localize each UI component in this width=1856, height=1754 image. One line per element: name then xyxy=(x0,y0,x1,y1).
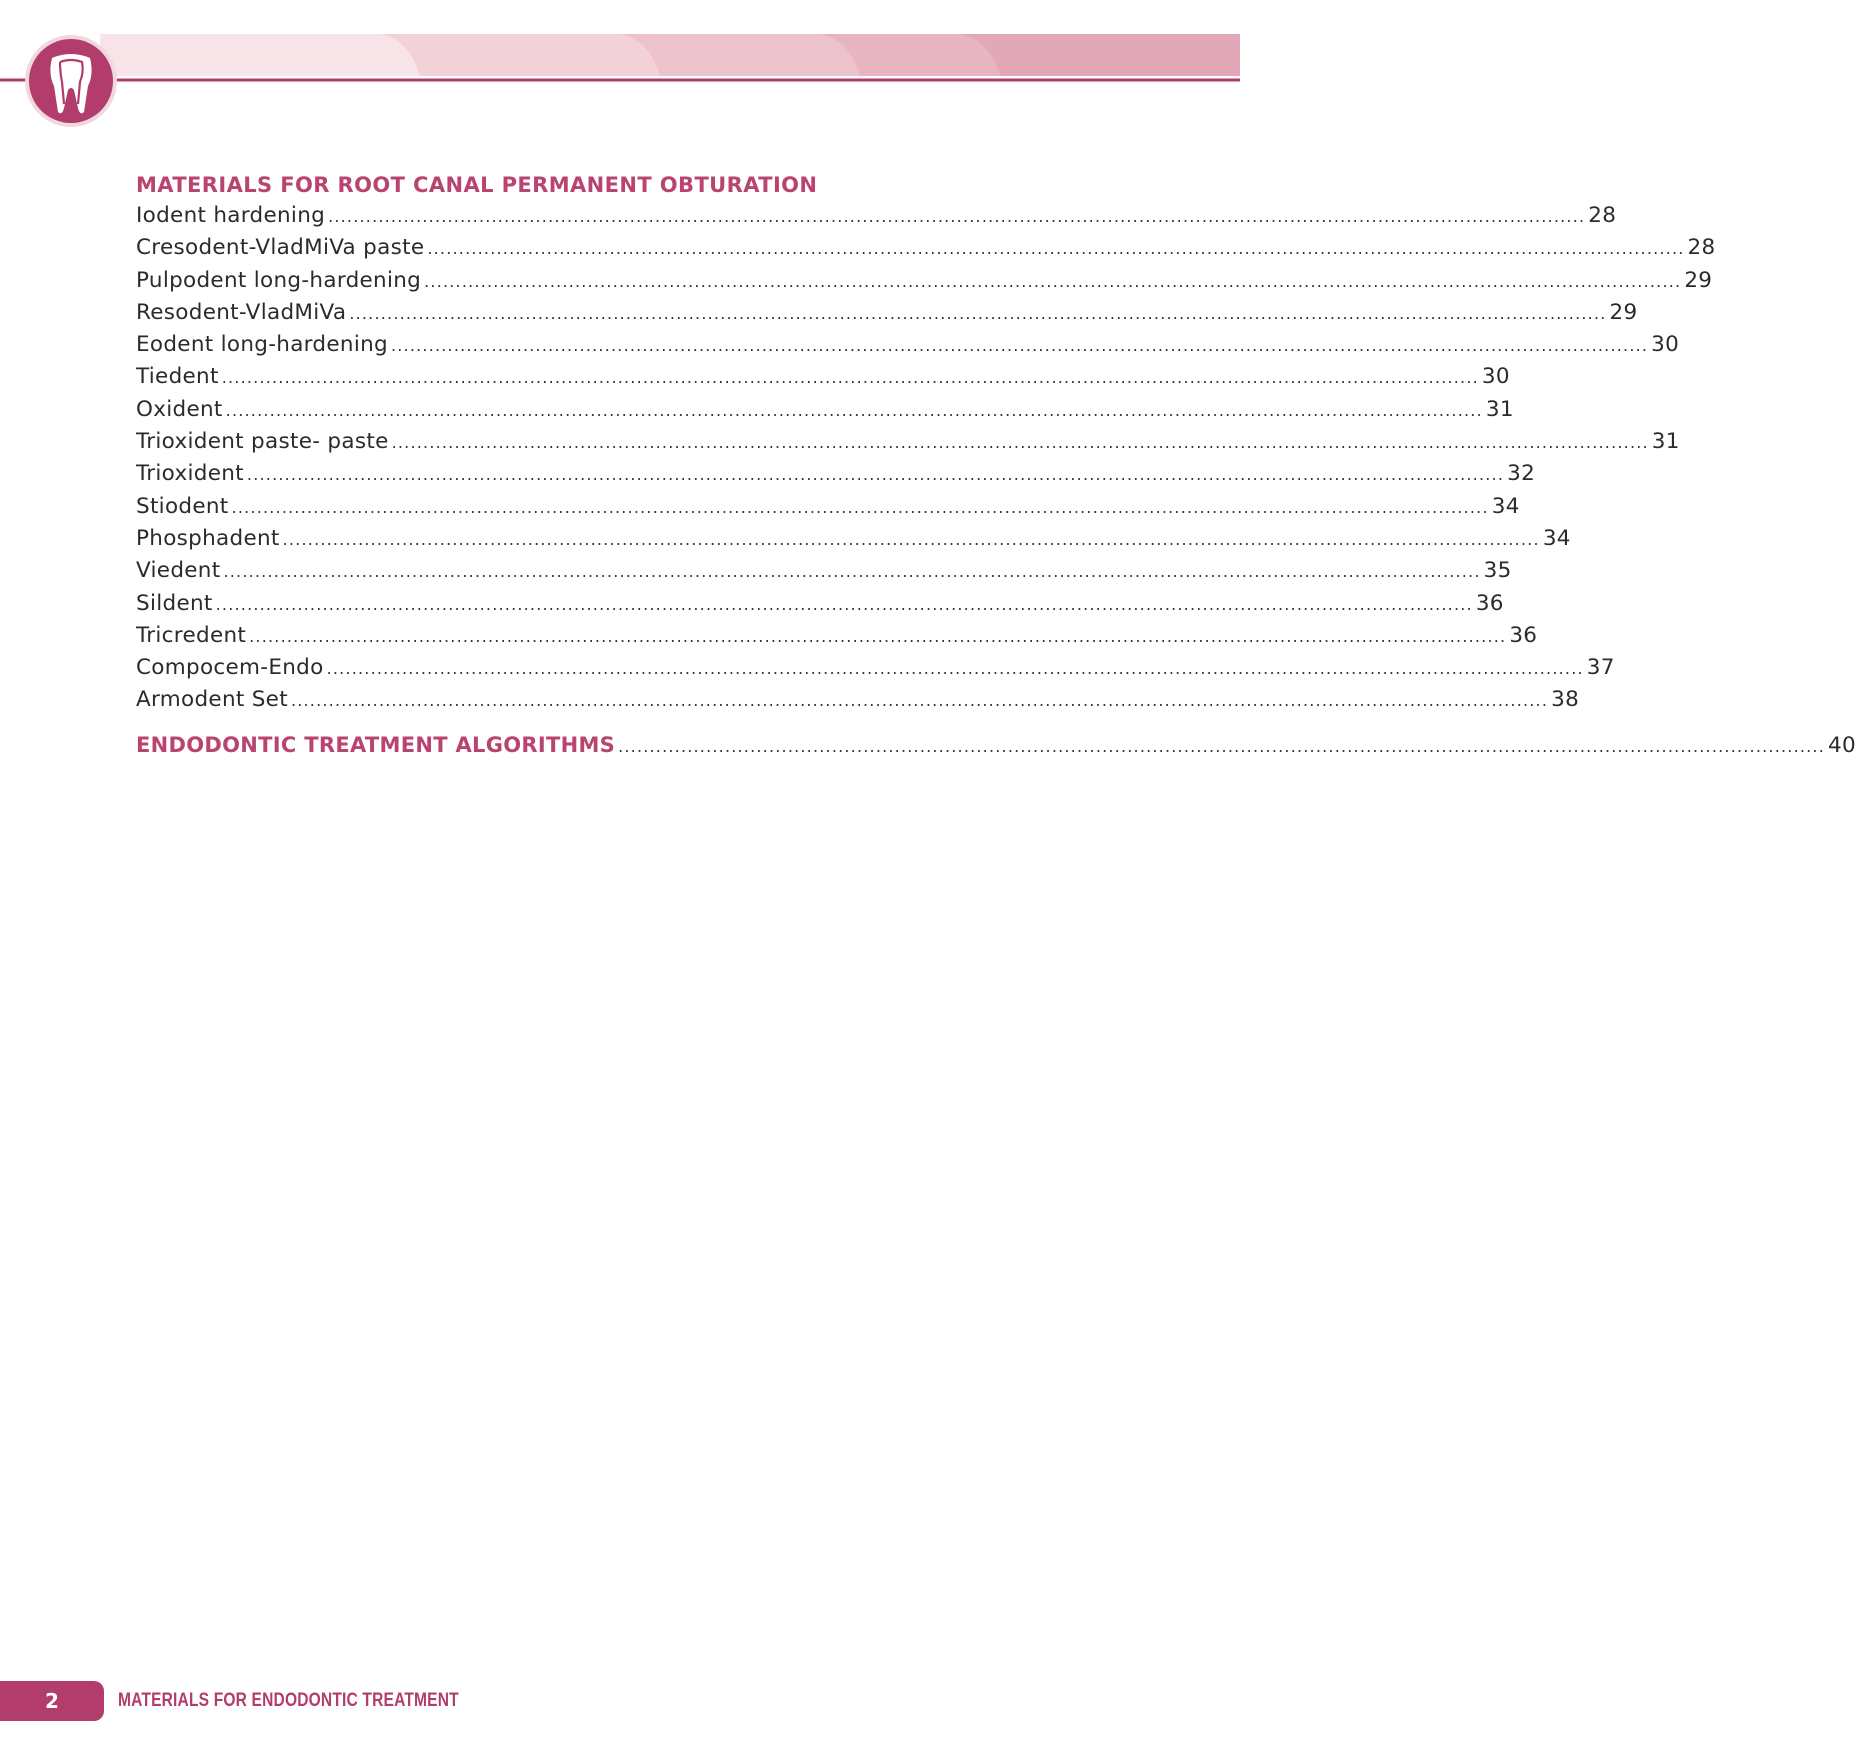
toc-entry[interactable] xyxy=(136,232,1716,264)
toc-entry-label: Oxident xyxy=(136,396,223,422)
toc-entry-page: 34 xyxy=(1491,493,1520,519)
toc-entry[interactable] xyxy=(136,620,1538,652)
toc-entry-label: Eodent long-hardening xyxy=(136,332,388,358)
dot-leader: ........................................................................................................................................................................................................ xyxy=(326,659,1584,679)
dot-leader: ........................................................................................................................................................................................................ xyxy=(246,465,1505,485)
toc-entry[interactable] xyxy=(136,361,1510,393)
toc-entry-page: 38 xyxy=(1551,687,1580,713)
dot-leader: ........................................................................................................................................................................................................ xyxy=(249,626,1507,646)
toc-entry-label: Cresodent-VladMiVa paste xyxy=(136,235,425,261)
toc-entry-page: 32 xyxy=(1507,461,1536,487)
toc-entry-label: Pulpodent long-hardening xyxy=(136,267,422,293)
toc-entry-label: Compocem-Endo xyxy=(136,655,324,681)
toc-entry[interactable] xyxy=(136,297,1638,329)
toc-entry-page: 30 xyxy=(1481,364,1510,390)
section-heading: MATERIALS FOR ROOT CANAL PERMANENT OBTURATION xyxy=(136,173,818,197)
toc-entry[interactable] xyxy=(136,200,1617,232)
toc-entry-label: Trioxident xyxy=(136,461,244,487)
dot-leader: ........................................................................................................................................................................................................ xyxy=(231,497,1489,517)
dot-leader: ........................................................................................................................................................................................................ xyxy=(349,303,1607,323)
dot-leader: ........................................................................................................................................................................................................ xyxy=(427,239,1685,259)
toc-entries-list xyxy=(136,200,1716,717)
page-number-badge: 2 xyxy=(0,1681,104,1721)
table-of-contents xyxy=(136,170,1856,761)
toc-entry[interactable] xyxy=(136,523,1571,555)
toc-entry[interactable] xyxy=(136,329,1680,361)
dot-leader: ................................................................................................................................................................................................ xyxy=(618,736,1825,756)
toc-entry-label: Stiodent xyxy=(136,493,229,519)
dot-leader: ........................................................................................................................................................................................................ xyxy=(290,691,1549,711)
toc-major-entry[interactable] xyxy=(136,729,1856,761)
header-band xyxy=(0,0,1240,110)
dot-leader: ........................................................................................................................................................................................................ xyxy=(223,562,1481,582)
toc-entry[interactable] xyxy=(136,652,1615,684)
dot-leader: ........................................................................................................................................................................................................ xyxy=(225,400,1483,420)
dot-leader: ........................................................................................................................................................................................................ xyxy=(328,207,1586,226)
toc-entry[interactable] xyxy=(136,684,1580,716)
toc-entry-page: 36 xyxy=(1475,590,1504,616)
toc-entry-label: Trioxident paste- paste xyxy=(136,429,389,455)
toc-entry-page: 36 xyxy=(1509,622,1538,648)
toc-entry-label: Resodent-VladMiVa xyxy=(136,299,347,325)
toc-entry[interactable] xyxy=(136,458,1536,490)
toc-entry-page: 28 xyxy=(1687,235,1716,261)
dot-leader: ........................................................................................................................................................................................................ xyxy=(390,336,1649,356)
toc-entry-page: 37 xyxy=(1586,655,1615,681)
toc-entry[interactable] xyxy=(136,588,1504,620)
dot-leader: ........................................................................................................................................................................................................ xyxy=(221,368,1479,388)
toc-entry[interactable] xyxy=(136,491,1520,523)
toc-entry-label: Sildent xyxy=(136,590,213,616)
dot-leader: ........................................................................................................................................................................................................ xyxy=(424,271,1682,291)
toc-entry-label: Tiedent xyxy=(136,364,219,390)
toc-entry[interactable] xyxy=(136,394,1514,426)
toc-entry-page: 28 xyxy=(1588,203,1617,228)
toc-entry-page: 29 xyxy=(1684,267,1713,293)
toc-entry[interactable] xyxy=(136,555,1512,587)
toc-entry-page: 31 xyxy=(1485,396,1514,422)
toc-entry-page: 30 xyxy=(1651,332,1680,358)
running-title: MATERIALS FOR ENDODONTIC TREATMENT xyxy=(118,1690,459,1711)
toc-entry-label: ENDODONTIC TREATMENT ALGORITHMS xyxy=(136,732,616,757)
toc-entry-page: 35 xyxy=(1483,558,1512,584)
toc-entry-page: 31 xyxy=(1651,429,1680,455)
toc-entry-page: 34 xyxy=(1542,525,1571,551)
toc-entry-page: 29 xyxy=(1609,299,1638,325)
dot-leader: ........................................................................................................................................................................................................ xyxy=(282,529,1540,549)
toc-entry-page: 40 xyxy=(1828,732,1856,758)
dot-leader: ........................................................................................................................................................................................................ xyxy=(215,594,1473,614)
dot-leader: ........................................................................................................................................................................................................ xyxy=(391,433,1649,453)
toc-entry-label: Phosphadent xyxy=(136,525,280,551)
toc-entry[interactable] xyxy=(136,426,1680,458)
toc-entry-label: Armodent Set xyxy=(136,687,288,713)
tooth-logo-icon xyxy=(24,34,118,128)
toc-entry-label: Viedent xyxy=(136,558,221,584)
toc-entry-label: Iodent hardening xyxy=(136,203,326,228)
toc-entry-label: Tricredent xyxy=(136,622,247,648)
toc-entry[interactable] xyxy=(136,265,1713,297)
